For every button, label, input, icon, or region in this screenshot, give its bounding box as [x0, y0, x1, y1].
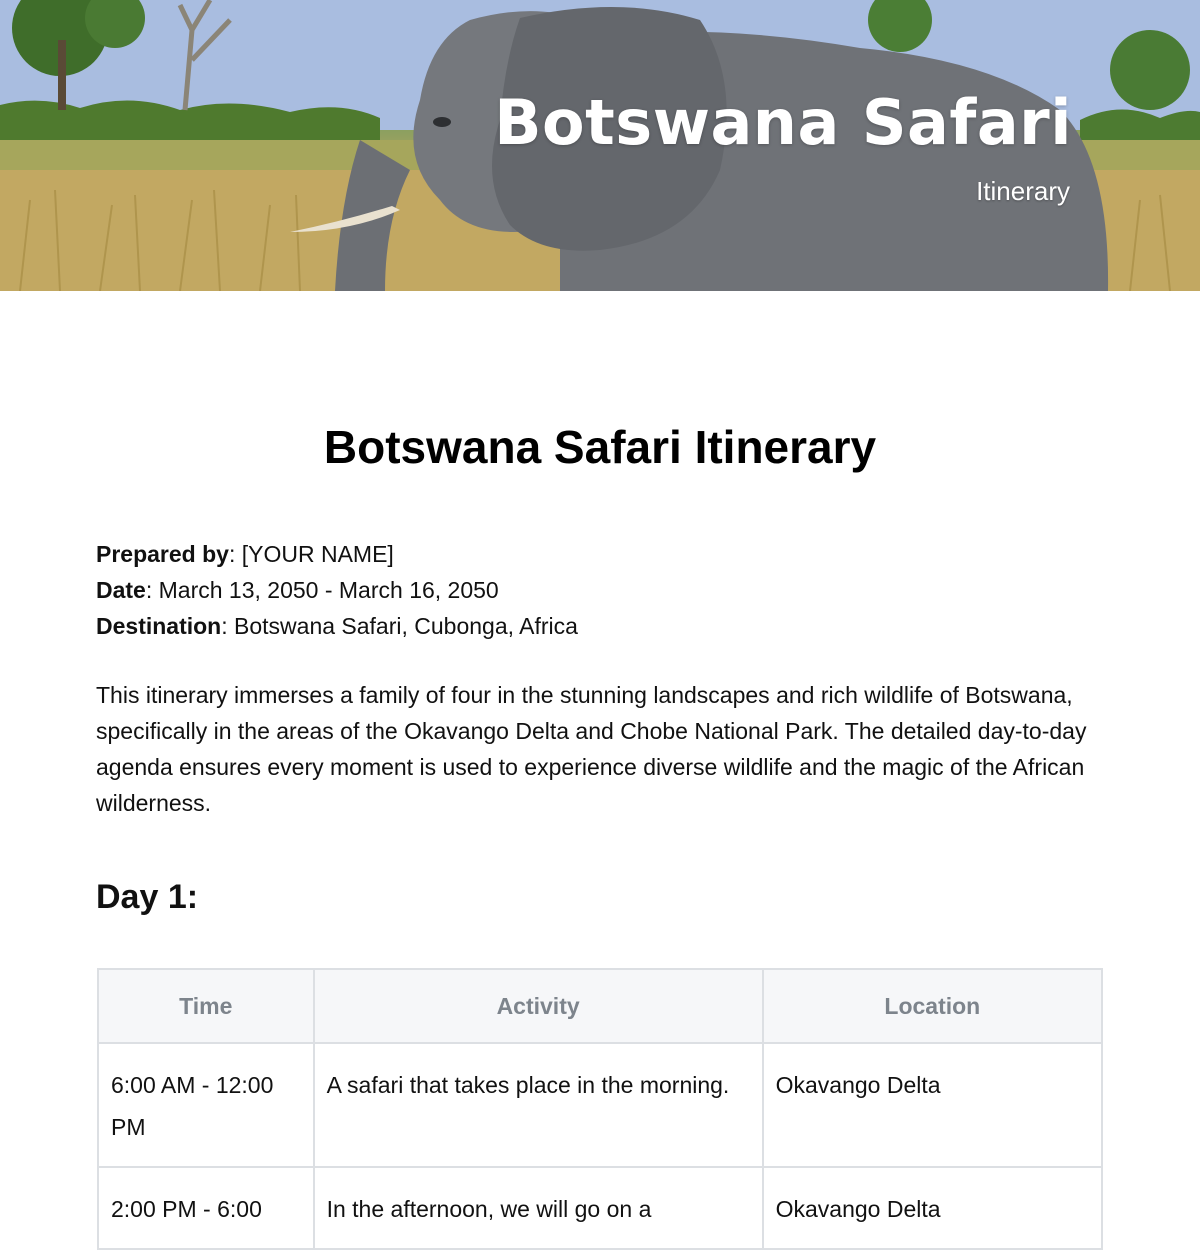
header-activity: Activity — [314, 969, 763, 1043]
row-time: 2:00 PM - 6:00 — [98, 1167, 314, 1249]
date-line — [96, 572, 578, 608]
destination-line — [96, 608, 578, 644]
header-time: Time — [98, 969, 314, 1043]
hero-title: Botswana Safari — [494, 86, 1072, 159]
row-time: 6:00 AM - 12:00 PM — [98, 1043, 314, 1167]
intro-paragraph: This itinerary immerses a family of four in the stunning landscapes and rich wildlife of Botswana, specifically in the areas of the Okavango Delta and Chobe National Park. The detailed day-to-day agenda ensures every moment is used to experience diverse wildlife and the magic of the African wilderness. — [96, 682, 1087, 816]
hero-banner — [0, 0, 1200, 291]
day-1-schedule-table — [97, 968, 1103, 1250]
row-location: Okavango Delta — [763, 1043, 1102, 1167]
destination-label: Destination — [96, 613, 222, 639]
date-value: : March 13, 2050 - March 16, 2050 — [145, 577, 499, 603]
hero-subtitle: Itinerary — [976, 176, 1070, 206]
destination-value: : Botswana Safari, Cubonga, Africa — [221, 613, 578, 639]
header-location: Location — [763, 969, 1102, 1043]
prepared-by-value: : [YOUR NAME] — [228, 541, 394, 567]
table-row — [98, 1167, 1102, 1249]
prepared-by-line — [96, 536, 578, 572]
prepared-by-label: Prepared by — [96, 541, 229, 567]
day-1-heading: Day 1: — [96, 878, 199, 916]
row-activity: In the afternoon, we will go on a — [314, 1167, 763, 1249]
meta-block — [96, 536, 578, 644]
table-row — [98, 1043, 1102, 1167]
table-header-row — [98, 969, 1102, 1043]
document-title: Botswana Safari Itinerary — [323, 421, 877, 473]
row-location: Okavango Delta — [763, 1167, 1102, 1249]
row-activity: A safari that takes place in the morning. — [314, 1043, 763, 1167]
date-label: Date — [96, 577, 146, 603]
